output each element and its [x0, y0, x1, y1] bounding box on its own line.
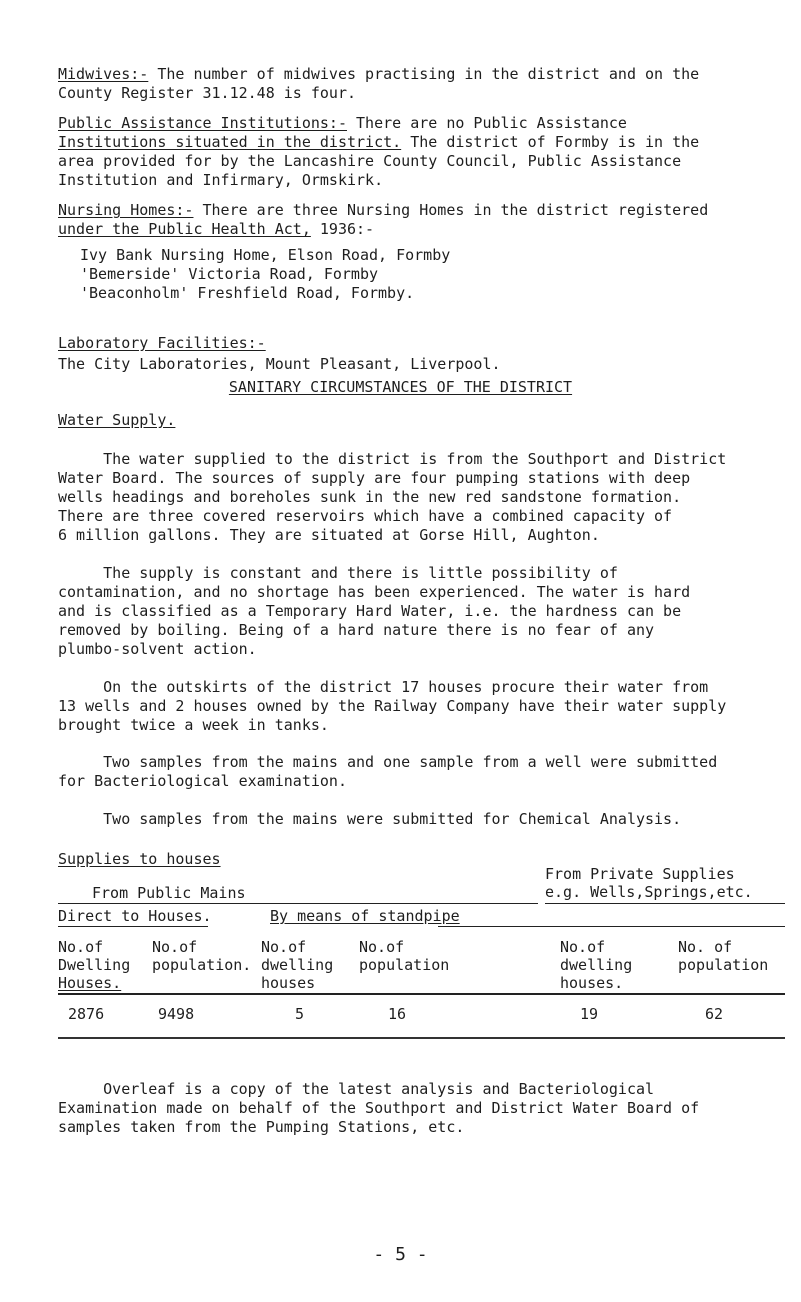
direct-to-houses-heading: Direct to Houses. — [58, 907, 212, 925]
table-rule — [58, 1037, 785, 1039]
water-para3-line: On the outskirts of the district 17 houses procure their water from — [58, 678, 709, 696]
water-para1-line: 6 million gallons. They are situated at Gorse Hill, Aughton. — [58, 526, 600, 544]
overleaf-line: samples taken from the Pumping Stations, etc. — [58, 1118, 465, 1136]
nursing-homes-heading: Nursing Homes:- — [58, 201, 194, 219]
table-value: 19 — [580, 1005, 599, 1023]
water-para2-line: and is classified as a Temporary Hard Water, i.e. the hardness can be — [58, 602, 682, 620]
table-rule — [58, 926, 208, 927]
public-assistance-line1: Public Assistance Institutions:- There are no Public Assistance — [58, 114, 627, 132]
overleaf-line: Overleaf is a copy of the latest analysis and Bacteriological — [58, 1080, 655, 1098]
public-assistance-line3: area provided for by the Lancashire County Council, Public Assistance — [58, 152, 682, 170]
table-rule — [438, 926, 785, 927]
standpipe-heading: By means of standpipe — [270, 907, 460, 925]
table-value: 5 — [295, 1005, 305, 1023]
col-header: No.of dwelling houses — [261, 938, 334, 992]
col-header: No.of dwelling houses. — [560, 938, 633, 992]
public-assistance-heading: Public Assistance Institutions:- — [58, 114, 347, 132]
table-rule — [58, 993, 785, 995]
laboratory-heading: Laboratory Facilities:- — [58, 334, 266, 352]
table-value: 2876 — [68, 1005, 105, 1023]
public-assistance-line2: Institutions situated in the district. The district of Formby is in the — [58, 133, 700, 151]
water-para2-line: contamination, and no shortage has been experienced. The water is hard — [58, 583, 691, 601]
nursing-home-item: Ivy Bank Nursing Home, Elson Road, Formby — [80, 246, 451, 264]
overleaf-line: Examination made on behalf of the Southport and District Water Board of — [58, 1099, 700, 1117]
water-para3-line: brought twice a week in tanks. — [58, 716, 329, 734]
midwives-line1: Midwives:- The number of midwives practising in the district and on the — [58, 65, 700, 83]
water-para4-line: Two samples from the mains and one sample from a well were submitted — [58, 753, 718, 771]
water-para1-line: The water supplied to the district is from the Southport and District — [58, 450, 727, 468]
water-para1-line: Water Board. The sources of supply are four pumping stations with deep — [58, 469, 691, 487]
nursing-home-item: 'Beaconholm' Freshfield Road, Formby. — [80, 284, 415, 302]
section-title: SANITARY CIRCUMSTANCES OF THE DISTRICT — [228, 378, 573, 396]
private-supplies-heading: From Private Supplies — [545, 865, 735, 883]
nursing-home-item: 'Bemerside' Victoria Road, Formby — [80, 265, 379, 283]
water-para5-line: Two samples from the mains were submitted for Chemical Analysis. — [58, 810, 682, 828]
table-value: 16 — [388, 1005, 407, 1023]
private-supplies-subheading: e.g. Wells,Springs,etc. — [545, 883, 753, 901]
water-para2-line: The supply is constant and there is little possibility of — [58, 564, 618, 582]
public-assistance-line4: Institution and Infirmary, Ormskirk. — [58, 171, 384, 189]
page-number: - 5 - — [373, 1244, 428, 1265]
public-mains-heading: From Public Mains — [92, 884, 246, 902]
table-rule — [545, 903, 785, 904]
nursing-homes-line2: under the Public Health Act, 1936:- — [58, 220, 375, 238]
nursing-homes-line1: Nursing Homes:- There are three Nursing Homes in the district registered — [58, 201, 709, 219]
midwives-line2: County Register 31.12.48 is four. — [58, 84, 357, 102]
water-para1-line: There are three covered reservoirs which have a combined capacity of — [58, 507, 673, 525]
water-supply-heading: Water Supply. — [58, 411, 176, 429]
water-para3-line: 13 wells and 2 houses owned by the Railway Company have their water supply — [58, 697, 727, 715]
water-para1-line: wells headings and boreholes sunk in the new red sandstone formation. — [58, 488, 682, 506]
col-header: No.of population — [359, 938, 450, 974]
table-value: 62 — [705, 1005, 724, 1023]
water-para2-line: plumbo-solvent action. — [58, 640, 257, 658]
table-value: 9498 — [158, 1005, 195, 1023]
water-para4-line: for Bacteriological examination. — [58, 772, 347, 790]
col-header: No.of population. — [152, 938, 252, 974]
col-header: No.of Dwelling Houses. — [58, 938, 131, 992]
table-rule — [58, 903, 538, 904]
supplies-table-title: Supplies to houses — [58, 850, 221, 868]
water-para2-line: removed by boiling. Being of a hard nature there is no fear of any — [58, 621, 655, 639]
col-header: No. of population — [678, 938, 769, 974]
laboratory-text: The City Laboratories, Mount Pleasant, Liverpool. — [58, 355, 501, 373]
midwives-heading: Midwives:- — [58, 65, 149, 83]
